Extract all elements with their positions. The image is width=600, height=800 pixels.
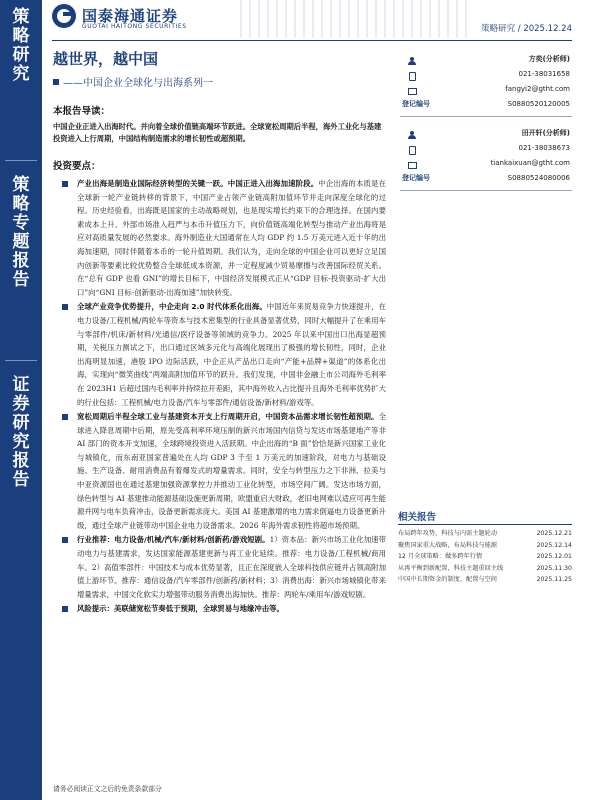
square-bullet-icon [62, 181, 68, 187]
highlight-lead: 风险提示：美联储宽松节奏低于预期，全球贸易与地缘冲击等。 [77, 604, 284, 614]
highlight-item [60, 177, 386, 299]
guide-heading: 本报告导读： [53, 106, 111, 117]
sidebar-divider [5, 160, 37, 161]
highlight-lead: 全球产业竞争优势提升，中企走向 2.0 时代体系化出海。 [77, 302, 267, 312]
square-bullet-icon [53, 79, 59, 85]
related-report-item[interactable] [398, 563, 572, 575]
subtitle-text: ——中国企业全球化与出海系列一 [63, 78, 213, 89]
brand-name-cn: 国泰海通证券 [82, 7, 179, 25]
related-reports-list [398, 528, 572, 586]
related-report-date: 2025.11.25 [536, 576, 572, 583]
analyst-name: 田开轩(分析师) [521, 129, 570, 137]
sidebar-label-strategy-special-report: 策 略 专 题 报 告 [12, 175, 30, 290]
analyst-divider [400, 190, 572, 191]
related-report-item[interactable] [398, 574, 572, 586]
highlight-lead: 产业出海是制造业国际经济转型的关键一跃。中国正进入出海加速阶段。 [77, 179, 319, 188]
related-report-date: 2025.12.01 [536, 553, 572, 560]
header-rule [52, 40, 572, 41]
guide-text: 中国企业正进入出海时代。并向着全球价值链高端环节跃进。全球宽松周期后半程，海外工业化与基建投资进入上行周期，中国结构制造需求的增长韧性或超预期。 [53, 122, 382, 143]
square-bullet-icon [62, 606, 68, 612]
analyst-card [400, 52, 570, 112]
highlights-heading: 投资要点： [53, 161, 101, 172]
report-subtitle [53, 74, 213, 89]
related-report-title[interactable]: 布局跨年攻势，科技与内需主题轮动 [398, 530, 497, 537]
highlights-list [60, 177, 386, 617]
highlight-lead: 行业推荐：电力设备/机械/汽车/新材料/创新药/游戏短剧。 [77, 535, 270, 545]
related-reports-heading: 相关报告 [398, 512, 437, 523]
analyst-registration [400, 171, 570, 186]
analyst-divider [400, 116, 572, 117]
report-title: 越世界，越中国 [53, 50, 159, 68]
related-report-date: 2025.12.21 [536, 530, 572, 537]
analyst-card [400, 126, 570, 186]
analyst-phone: 021-38031658 [518, 70, 570, 78]
brand-name-en: GUOTAI HAITONG SECURITIES [82, 23, 187, 30]
highlight-body: 中国近年来贸易竞争力快速提升，在电力设备/工程机械/两轮车等资本与技术密集型的行业具备显著优势，同时大幅提升了在乘用车与零部件/机床/新材料/光通信/医疗设备等领域的竞争力。2025 年以来中国出口出海显超预期，关税压力测试之下，出口通过区域多元化与高端化展现出了极强的增长韧性，同时，企业出海明显加速，港股 IPO 边际活跃，中企正从产品出口走向“产能+品牌+渠道”的体系化出海，实现向“微笑曲线”两端高附加值环节的跃升。我们发现，中国非金融上市公司海外毛利率在 2023H1 后超过国内毛利率并持续拉开差距，其中海外收入占比提升且海外毛利率优势扩大的行业包括：工程机械/电力设备/汽车与零部件/通信设备/新材料/游戏等。 [77, 302, 386, 407]
highlight-item [60, 533, 386, 601]
analyst-email[interactable]: fangyi2@gtht.com [505, 85, 570, 93]
highlight-body: 全球进入降息周期中后期，原先受高利率环境压制的新兴市场国内信贷与发达市场基建地产等非 AI 部门的资本开支加速，全球跨境投资进入活跃期。中企出海的“B 面”恰恰是新兴国家工业化与城镇化，而东南亚国家普遍处在人均 GDP 3 千至 1 万美元的加速阶段，对电力与基础设施、生产设备、耐用消费品有着爆发式的增量需求。同时，安全与转型压力之下非洲、拉美与中亚资源国也在通过基建加强资源掌控力并推动工业化转型，市场空间广阔。发达市场方面，绿色转型与 AI 基建推动能源基础设施更新周期，欧盟重启大财政，老旧电网难以适应可再生能源并网与电车负荷冲击，设备更新需求庞大。美国 AI 基建激增的电力需求倒逼电力设备更新升级，通过全球产业链带动中国企业电力设备需求。2026 年海外需求韧性将超市场预期。 [77, 412, 386, 530]
analyst-registration [400, 97, 570, 112]
analyst-phone: 021-38038673 [518, 144, 570, 152]
highlight-item [60, 300, 386, 409]
highlight-item [60, 410, 386, 532]
square-bullet-icon [62, 414, 68, 420]
related-report-date: 2025.12.14 [536, 541, 572, 549]
related-report-date: 2025.11.30 [536, 564, 572, 572]
highlight-item [60, 602, 386, 616]
highlight-lead: 宽松周期后半程全球工业与基建资本开支上行周期开启，中国资本品需求增长韧性超预期。 [77, 412, 379, 422]
registration-number: S0880524080006 [507, 174, 570, 182]
related-report-title[interactable]: 从再平衡到新配置，科技主题重回主线 [398, 564, 504, 572]
company-logo-icon [52, 4, 76, 28]
registration-label: 登记编号 [402, 100, 430, 108]
highlight-body: 中企出海的本质是在全球新一轮产业链转移的背景下，中国产业占领产业链高附加值环节并走向深度全球化的过程。历史经验看，出海既是国家的主动战略规划，也是现实增长约束下的合理选择。在国内要素成本上升、外部市场准入趋严与本币升值压力下，向价值链高端化转型与推动产业出海将是应对高质量发展的必然要求。海外制造业大国通常在人均 GDP 约 1.5 万美元进入近十年的出海加速期，同时伴随着本币的一轮升值周期。我们认为，走向全球的中国企业可以更好立足国内创新等要素比较优势整合全球低成本资源，并一定程度减少贸易摩擦与改善国际经贸关系。在“总有 GDP 也看 GNI”的增长目标下，中国经济发展模式正从“GDP 目标-投资驱动-扩大出口”向“GNI 目标-创新驱动-出海加速”加快转变。 [77, 179, 386, 297]
registration-number: S0880520120005 [507, 100, 570, 108]
related-report-title[interactable]: 12 月全球策略：做多跨年行情 [398, 553, 483, 560]
report-category-date: 策略研究 / 2025.12.24 [481, 24, 572, 34]
footer-disclaimer: 请务必阅读正文之后的免责条款部分 [53, 785, 162, 793]
related-report-item[interactable] [398, 551, 572, 563]
analyst-name: 方奕(分析师) [528, 55, 570, 63]
related-report-item[interactable] [398, 540, 572, 552]
related-reports-rule [398, 524, 572, 525]
registration-label: 登记编号 [402, 174, 430, 182]
square-bullet-icon [62, 537, 68, 543]
highlight-body: 1）资本品：新兴市场工业化加速带动电力与基建需求，发达国家能源基建更新与再工业化延续。推荐：电力设备/工程机械/商用车。2）高值零部件：中国技术与成本优势显著，且正在深度嵌入全球科技供应链并占领高附加值上游环节。推荐：通信设备/汽车零部件/创新药/新材料；3）消费出海：新兴市场城镇化带来增量需求，中国文化软实力增强带动服务消费出海加快。推荐：两轮车/乘用车/游戏短剧。 [77, 535, 386, 599]
related-report-title[interactable]: 中国中长期资金的制度、配置与空间 [398, 576, 497, 583]
sidebar-label-securities-research-report: 证 券 研 究 报 告 [12, 375, 30, 490]
related-report-item[interactable] [398, 528, 572, 540]
sidebar-label-strategy-research: 策 略 研 究 [12, 7, 30, 84]
analyst-email[interactable]: tiankaixuan@gtht.com [490, 159, 570, 167]
sidebar-divider [5, 360, 37, 361]
header-watermark [240, 0, 470, 38]
square-bullet-icon [62, 304, 68, 310]
related-report-title[interactable]: 聚焦国家重大战略，布局科技与能源 [398, 541, 497, 549]
